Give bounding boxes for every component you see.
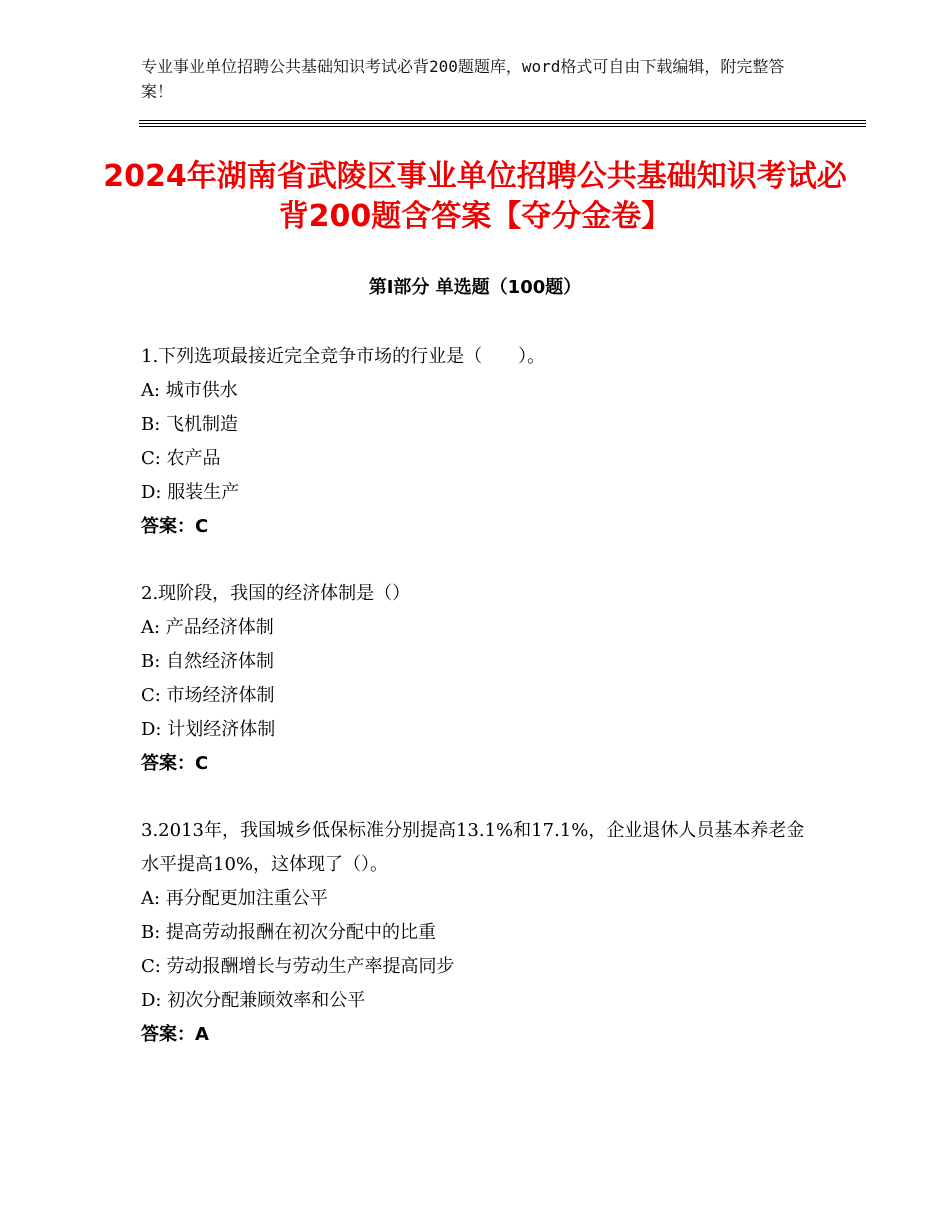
- document-title: 2024年湖南省武陵区事业单位招聘公共基础知识考试必背200题含答案【夺分金卷】: [103, 159, 847, 234]
- option-d: D: 服装生产: [141, 482, 240, 503]
- option-b: B: 提高劳动报酬在初次分配中的比重: [141, 922, 437, 943]
- answer-line: 答案：C: [141, 516, 209, 537]
- option-b: B: 飞机制造: [141, 414, 239, 435]
- question-stem: 3.2013年，我国城乡低保标准分别提高13.1%和17.1%，企业退休人员基本养老金水平提高10%，这体现了（）。: [141, 820, 805, 875]
- question-item: [141, 340, 821, 544]
- option-d: D: 初次分配兼顾效率和公平: [141, 990, 366, 1011]
- divider-line: [139, 120, 866, 121]
- question-stem: 1.下列选项最接近完全竞争市场的行业是（ ）。: [141, 346, 546, 367]
- header-note: 专业事业单位招聘公共基础知识考试必背200题题库，word格式可自由下载编辑，附完整答案！: [141, 57, 785, 101]
- option-c: C: 劳动报酬增长与劳动生产率提高同步: [141, 956, 455, 977]
- part-heading: 第I部分 单选题（100题）: [368, 277, 582, 298]
- question-stem: 2.现阶段，我国的经济体制是（）: [141, 583, 411, 604]
- option-d: D: 计划经济体制: [141, 719, 276, 740]
- option-c: C: 农产品: [141, 448, 221, 469]
- option-b: B: 自然经济体制: [141, 651, 275, 672]
- divider-line: [139, 123, 866, 124]
- option-c: C: 市场经济体制: [141, 685, 275, 706]
- option-a: A: 城市供水: [141, 380, 238, 401]
- divider-line: [139, 126, 866, 127]
- answer-line: 答案：A: [141, 1024, 209, 1045]
- question-item: [141, 577, 821, 781]
- header-divider: [139, 120, 866, 129]
- option-a: A: 再分配更加注重公平: [141, 888, 328, 909]
- option-a: A: 产品经济体制: [141, 617, 274, 638]
- question-item: [141, 814, 821, 1052]
- question-list: [141, 340, 821, 1085]
- answer-line: 答案：C: [141, 753, 209, 774]
